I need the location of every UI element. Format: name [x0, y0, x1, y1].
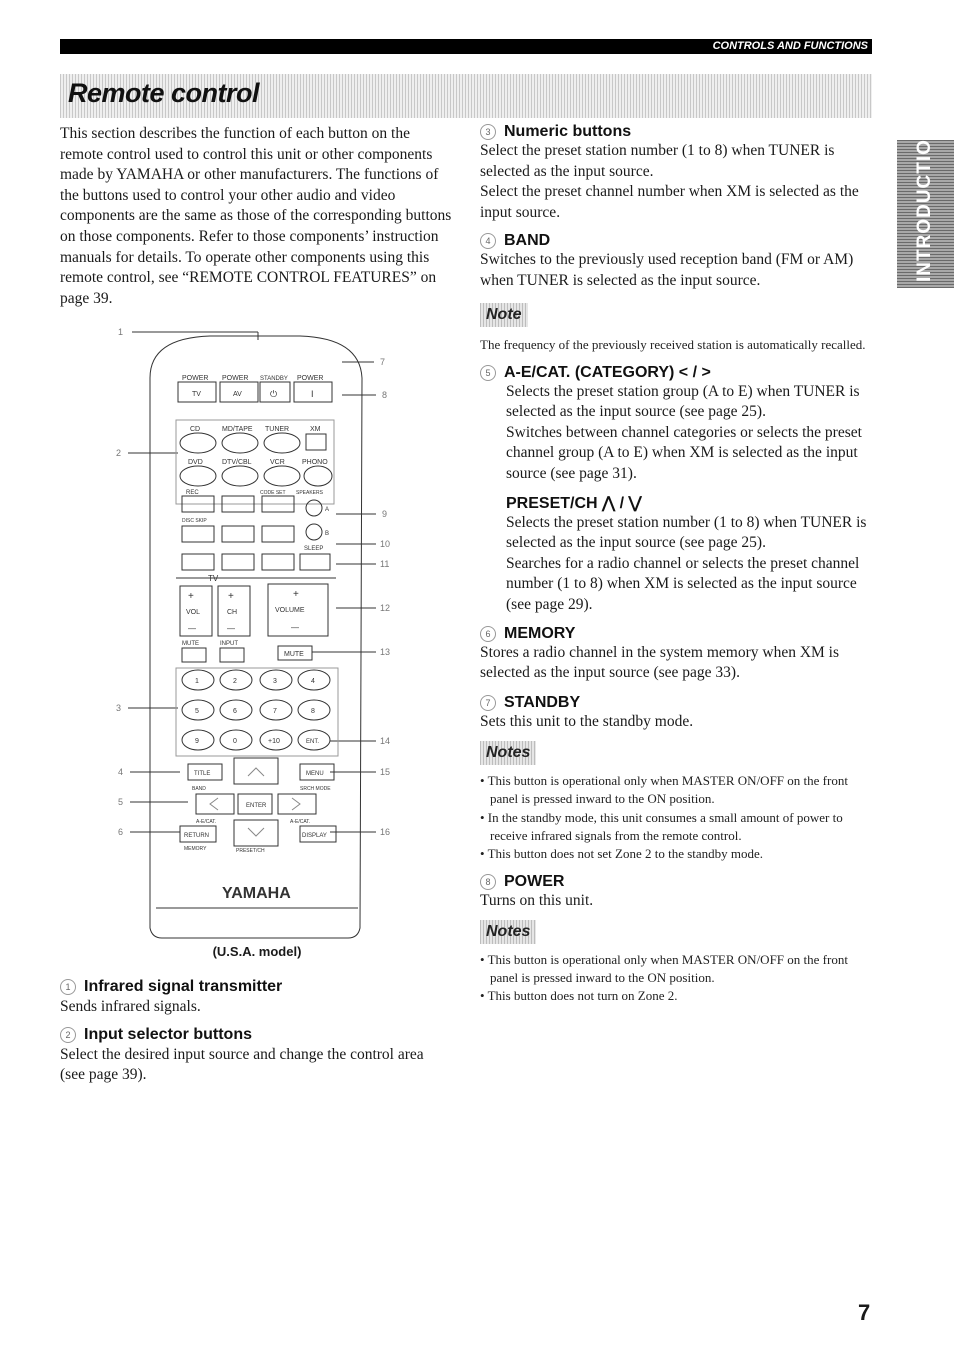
label-srchmode: SRCH MODE: [300, 786, 331, 792]
callout-6: 6: [118, 827, 124, 837]
side-tab-label: INTRODUCTION: [914, 124, 935, 282]
notes-label-1: Notes: [480, 741, 536, 765]
callout-10: 10: [380, 539, 391, 549]
label-plus-2: +: [228, 591, 234, 602]
label-minus-3: —: [291, 623, 299, 632]
heading-input-selector: 2 Input selector buttons: [60, 1026, 452, 1044]
label-input: INPUT: [220, 641, 238, 647]
remote-illustration: [100, 318, 410, 958]
callout-9: 9: [382, 509, 388, 519]
key-7: 7: [273, 708, 277, 715]
callout-7: 7: [380, 357, 386, 367]
remote-caption: (U.S.A. model): [212, 944, 302, 959]
heading-standby: 7 STANDBY: [480, 694, 872, 712]
list-item: • This button does not turn on Zone 2.: [480, 988, 678, 1004]
label-speakers: SPEAKERS: [296, 490, 323, 496]
label-volume: VOLUME: [275, 607, 305, 614]
side-tab: [897, 124, 954, 288]
text-infrared: Sends infrared signals.: [60, 998, 201, 1015]
callout-15: 15: [380, 767, 391, 777]
title-bar: [60, 74, 872, 118]
label-tv-row: TV: [208, 574, 219, 583]
label-plus-3: +: [293, 589, 299, 600]
left-arrow-icon: [210, 798, 218, 810]
right-arrow-icon: [292, 798, 300, 810]
arrow-glyphs: [210, 768, 300, 836]
down-arrow-icon: [248, 828, 264, 836]
label-tuner: TUNER: [265, 426, 290, 433]
label-display: DISPLAY: [302, 833, 327, 839]
label-vcr: VCR: [270, 459, 285, 466]
key-2: 2: [233, 678, 237, 685]
text-standby: Sets this unit to the standby mode.: [480, 712, 694, 730]
label-b: B: [325, 531, 330, 537]
key-0: 0: [233, 738, 237, 745]
label-title: TITLE: [194, 771, 211, 777]
heading-band: 4 BAND: [480, 232, 872, 250]
heading-numeric: 3 Numeric buttons: [480, 123, 872, 141]
key-1: 1: [195, 678, 199, 685]
list-item: • This button is operational only when MASTER ON/OFF on the front panel is pressed inward to the ON position.: [480, 773, 848, 807]
intro-paragraph: This section describes the function of each button on the remote control used to control this unit or other components made by YAMAHA or other manufacturers. The functions of the buttons used to control your other audio and video components are the same as those of the corresponding buttons on those components. Refer to those components’ instruction manuals for details. To operate other components using this remote control, see “REMOTE CONTROL FEATURES” on page 39.: [60, 125, 452, 307]
section-header-bar: [60, 39, 872, 54]
heading-infrared: 1 Infrared signal transmitter: [60, 978, 452, 996]
key-ent: ENT.: [306, 739, 320, 745]
heading-power: 8 POWER: [480, 873, 872, 891]
label-ch: CH: [227, 609, 238, 616]
key-plus10: +10: [268, 738, 280, 745]
number-badge: 5: [480, 365, 496, 381]
label-minus-2: —: [227, 624, 235, 633]
key-4: 4: [311, 678, 315, 685]
heading-memory: 6 MEMORY: [480, 625, 872, 643]
notes-label-2: Notes: [480, 920, 536, 944]
label-dtvcbl: DTV/CBL: [222, 459, 252, 466]
label-enter: ENTER: [246, 803, 267, 809]
callout-8: 8: [382, 390, 388, 400]
callout-3: 3: [116, 703, 122, 713]
callout-5: 5: [118, 797, 124, 807]
text-aecat-1: Selects the preset station group (A to E) when TUNER is selected as the input source (see page 25).: [506, 382, 860, 421]
label-mute-button: MUTE: [284, 651, 304, 658]
label-tv: TV: [192, 391, 201, 398]
callout-13: 13: [380, 647, 391, 657]
key-5: 5: [195, 708, 199, 715]
label-discskip: DISC SKIP: [182, 518, 207, 524]
text-memory: Stores a radio channel in the system memory when XM is selected as the input source (see page 33).: [480, 643, 840, 682]
label-xm: XM: [310, 426, 321, 433]
label-power-1: POWER: [182, 375, 209, 382]
text-band: Switches to the previously used reception band (FM or AM) when TUNER is selected as the input source.: [480, 251, 854, 289]
label-vol: VOL: [186, 609, 201, 616]
label-band: BAND: [192, 786, 206, 792]
callout-16: 16: [380, 827, 391, 837]
callout-1: 1: [118, 327, 124, 337]
number-badge: 4: [480, 233, 496, 249]
notes-list-1: [480, 772, 872, 863]
callout-4: 4: [118, 767, 124, 777]
key-9: 9: [195, 738, 199, 745]
list-item: • In the standby mode, this unit consumes a small amount of power to receive infrared signals from the remote control.: [480, 809, 843, 843]
text-presetch-2: Searches for a radio channel or selects the preset channel number (1 to 8) when XM is selected as the input source (see page 29).: [506, 554, 860, 613]
label-standby-symbol: ⏻: [270, 389, 278, 399]
label-phono: PHONO: [302, 459, 328, 466]
label-codeset: CODE SET: [260, 490, 286, 496]
page-title: Remote control: [68, 78, 260, 108]
text-presetch-1: Selects the preset station number (1 to 8) when TUNER is selected as the input source (see page 25).: [506, 513, 867, 552]
number-badge: 3: [480, 124, 496, 140]
label-plus-1: +: [188, 591, 194, 602]
key-6: 6: [233, 708, 237, 715]
text-numeric-1: Select the preset station number (1 to 8) when TUNER is selected as the input source.: [480, 142, 835, 180]
label-minus-1: —: [188, 624, 196, 633]
heading-aecat: 5 A-E/CAT. (CATEGORY) < / >: [480, 364, 872, 382]
heading-presetch: PRESET/CH ⋀ / ⋁: [506, 494, 642, 512]
section-header-text: CONTROLS AND FUNCTIONS: [712, 40, 868, 52]
label-memory: MEMORY: [184, 846, 207, 852]
label-mdtape: MD/TAPE: [222, 426, 253, 433]
label-standby: STANDBY: [260, 376, 288, 382]
label-menu: MENU: [306, 771, 324, 777]
note-text: The frequency of the previously received station is automatically recalled.: [480, 336, 866, 352]
number-badge: 8: [480, 874, 496, 890]
label-cd: CD: [190, 426, 201, 433]
notes-list-2: [480, 951, 872, 1006]
text-numeric-2: Select the preset channel number when XM is selected as the input source.: [480, 183, 859, 221]
callout-12: 12: [380, 603, 391, 613]
label-power-2: POWER: [222, 375, 249, 382]
callout-2: 2: [116, 448, 122, 458]
label-aecat-right: A-E/CAT.: [290, 819, 311, 825]
callout-14: 14: [380, 736, 391, 746]
up-arrow-icon: [248, 768, 264, 776]
label-presetch: PRESET/CH: [236, 848, 265, 854]
label-sleep: SLEEP: [304, 546, 324, 552]
label-power-symbol: I: [311, 389, 314, 399]
label-rec: REC: [186, 490, 199, 496]
page-number: 7: [858, 1300, 871, 1325]
number-badge: 7: [480, 695, 496, 711]
label-return: RETURN: [184, 833, 209, 839]
note-label: Note: [480, 303, 528, 327]
list-item: • This button does not set Zone 2 to the standby mode.: [480, 846, 764, 862]
text-power: Turns on this unit.: [480, 892, 594, 910]
label-dvd: DVD: [188, 459, 203, 466]
text-aecat-2: Switches between channel categories or selects the preset channel group (A to E) when XM is selected as the input source (see page 31).: [506, 423, 862, 482]
right-column: [480, 123, 872, 1006]
label-mute: MUTE: [182, 641, 199, 647]
text-input-selector: Select the desired input source and change the control area (see page 39).: [60, 1045, 424, 1084]
brand-logo: YAMAHA: [222, 885, 291, 902]
left-sections: [60, 978, 452, 1086]
label-power-3: POWER: [297, 375, 324, 382]
key-3: 3: [273, 678, 277, 685]
list-item: • This button is operational only when MASTER ON/OFF on the front panel is pressed inward to the ON position.: [480, 951, 848, 986]
number-badge: 2: [60, 1027, 76, 1043]
number-badge: 6: [480, 626, 496, 642]
number-badge: 1: [60, 979, 76, 995]
callout-11: 11: [380, 559, 390, 569]
label-aecat-left: A-E/CAT.: [196, 819, 217, 825]
label-av: AV: [233, 391, 242, 398]
label-a: A: [325, 507, 330, 513]
key-8: 8: [311, 708, 315, 715]
